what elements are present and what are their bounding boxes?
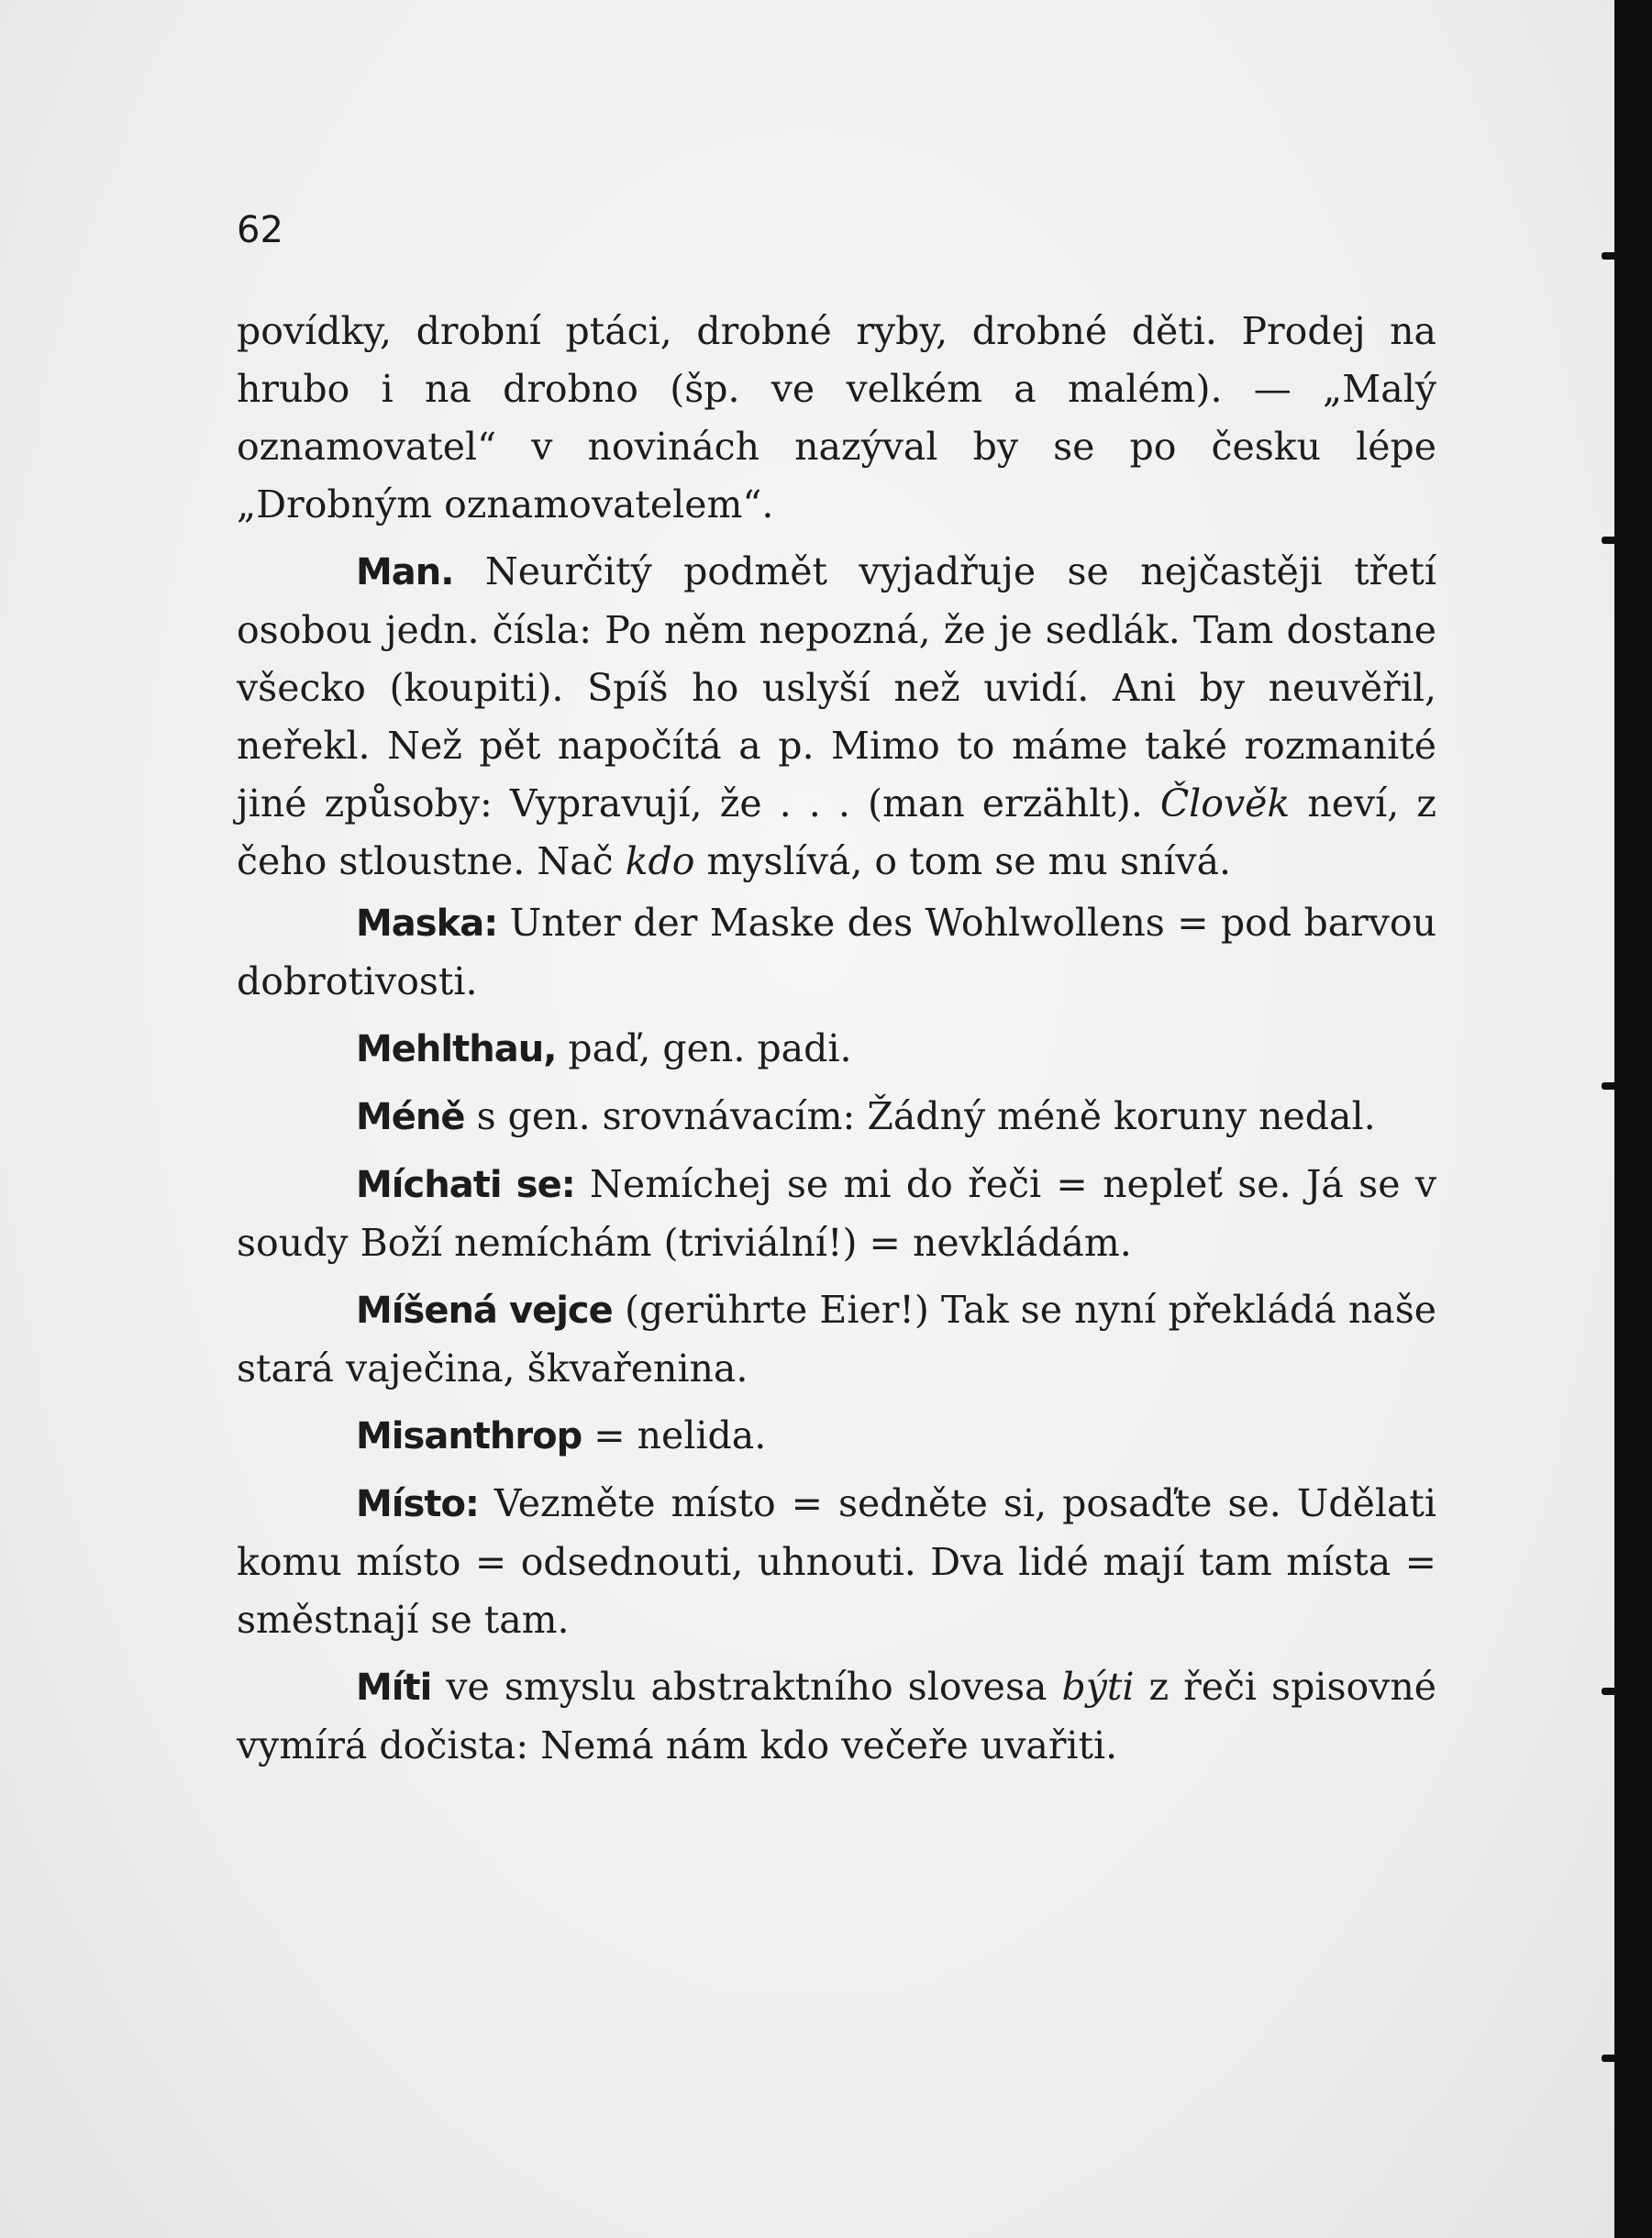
entry-headword: Misanthrop — [356, 1415, 582, 1457]
entry-michati-se — [237, 1156, 1436, 1272]
entry-text: Unter der Maske des Wohlwollens = pod barvou dobrotivosti. — [237, 901, 1436, 1003]
entry-miti — [237, 1658, 1436, 1775]
edge-mark — [1602, 1688, 1629, 1695]
entry-text: paď, gen. padi. — [556, 1026, 852, 1070]
entry-headword: Místo: — [356, 1483, 479, 1525]
paragraph-continuation — [237, 303, 1436, 534]
entry-text: Vezměte místo = sedněte si, posaďte se. Udělati komu místo = odsednouti, uhnouti. Dva lidé mají tam místa = směstnají se tam. — [237, 1481, 1436, 1642]
entry-man — [237, 543, 1436, 891]
entry-misanthrop — [237, 1407, 1436, 1466]
entry-misto — [237, 1475, 1436, 1649]
entry-text: myslívá, o tom se mu snívá. — [694, 839, 1232, 883]
page-body — [237, 303, 1436, 1775]
entry-misena-vejce — [237, 1281, 1436, 1398]
edge-mark — [1602, 537, 1629, 544]
entry-italic: Člověk — [1159, 781, 1291, 825]
entry-headword: Míti — [356, 1667, 432, 1709]
entry-headword: Maska: — [356, 903, 498, 945]
entry-italic: býti — [1061, 1665, 1135, 1709]
entry-text: = nelida. — [582, 1413, 767, 1457]
entry-text: s gen. srovnávacím: Žádný méně koruny nedal. — [464, 1094, 1376, 1138]
edge-mark — [1602, 2055, 1629, 2062]
entry-text: Nemíchej se mi do řeči = nepleť se. Já se v soudy Boží nemíchám (triviální!) = nevkládám. — [237, 1162, 1436, 1265]
entry-text: (gerührte Eier!) Tak se nyní překládá naše stará vaječina, škvařenina. — [237, 1288, 1436, 1390]
entry-headword: Méně — [356, 1096, 465, 1138]
entry-text: neví, z čeho stloustne. Nač — [237, 781, 1436, 883]
paragraph-text: povídky, drobní ptáci, drobné ryby, drobné děti. Prodej na hrubo i na drobno (šp. ve velkém a malém). — „Malý oznamovatel“ v novinách nazýval by se po česku lépe „Drobným oznamovatelem“. — [237, 309, 1436, 526]
scan-edge — [1614, 0, 1652, 2238]
entry-maska — [237, 894, 1436, 1011]
entry-mene — [237, 1088, 1436, 1147]
entry-headword: Míšená vejce — [356, 1290, 613, 1332]
entry-text: z řeči spisovné vymírá dočista: Nemá nám kdo večeře uvařiti. — [237, 1665, 1437, 1767]
page-number: 62 — [237, 209, 283, 251]
entry-headword: Míchati se: — [356, 1164, 575, 1206]
entry-text: ve smyslu abstraktního slovesa — [431, 1665, 1062, 1709]
edge-mark — [1602, 1082, 1629, 1090]
entry-italic: kdo — [625, 839, 695, 883]
edge-mark — [1602, 252, 1629, 260]
entry-headword: Man. — [356, 551, 454, 593]
entry-text: Neurčitý podmět vyjadřuje se nejčastěji třetí osobou jedn. čísla: Po něm nepozná, že je sedlák. Tam dostane všecko (koupiti). Spíš ho uslyší než uvidí. Ani by neuvěřil, neřekl. Než pět napočítá a p. Mimo to máme také rozmanité jiné způsoby: Vypravují, že . . . (man erzählt). — [237, 549, 1436, 825]
entry-mehlthau — [237, 1020, 1436, 1079]
entry-headword: Mehlthau, — [356, 1028, 557, 1070]
